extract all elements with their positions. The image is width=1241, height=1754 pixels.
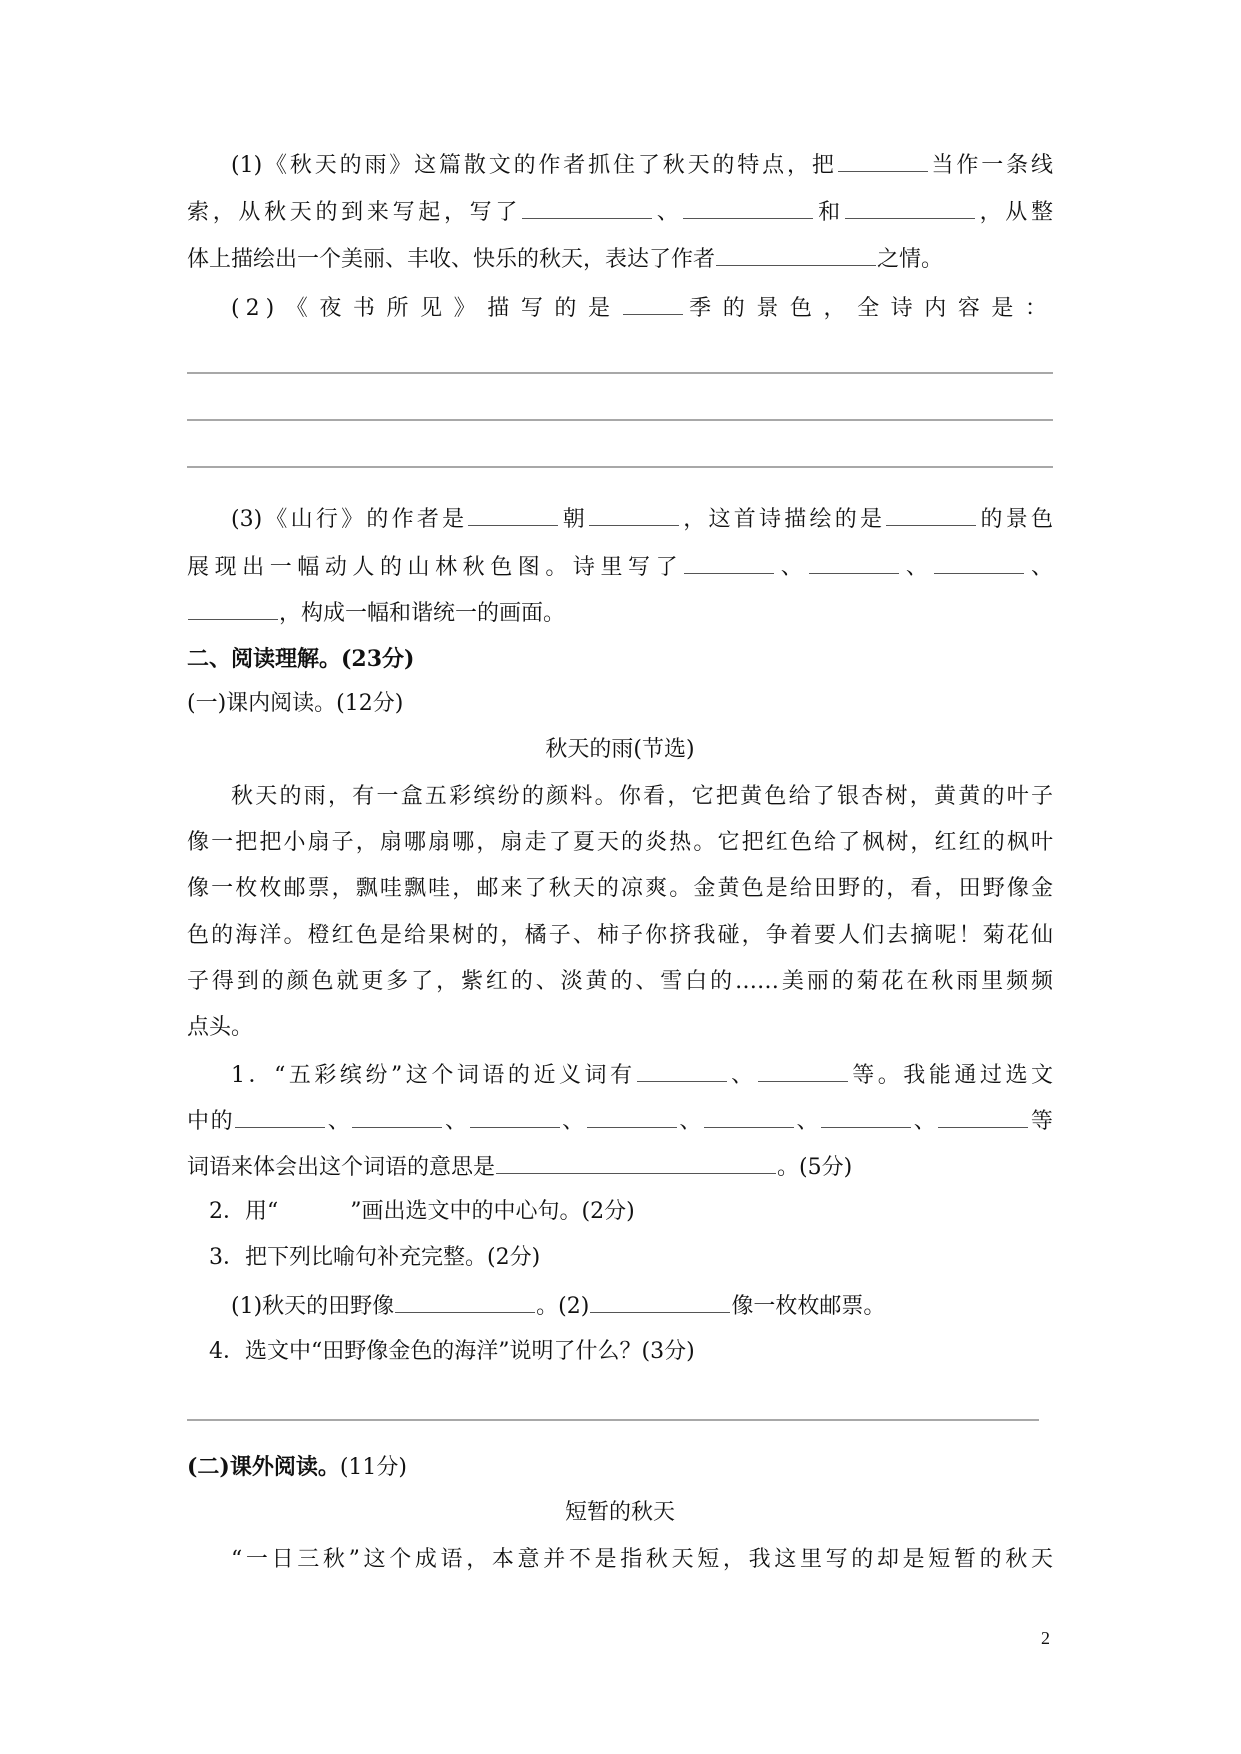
answer-blank[interactable] — [838, 147, 928, 172]
answer-blank[interactable] — [587, 1103, 677, 1128]
answer-blank[interactable] — [468, 501, 558, 526]
q2-line — [187, 290, 1053, 324]
q1-text: ，从整 — [975, 200, 1053, 225]
item3-text: 像一枚枚邮票。 — [731, 1294, 886, 1319]
item1-line-2 — [187, 1103, 1053, 1137]
item1-text: 等 — [1029, 1109, 1053, 1134]
q3-line-1 — [187, 501, 1053, 535]
answer-blank[interactable] — [590, 1288, 730, 1313]
answer-blank[interactable] — [716, 241, 876, 266]
answer-blank[interactable] — [934, 549, 1024, 574]
answer-blank[interactable] — [235, 1103, 325, 1128]
item1-text: 中的 — [187, 1109, 235, 1134]
item1-text: 、 — [326, 1109, 352, 1134]
q3-text: 、 — [775, 555, 809, 580]
passage-line: 色的海洋。橙红色是给果树的，橘子、柿子你挤我碰，争着要人们去摘呢！菊花仙 — [187, 923, 1053, 948]
subsection-heading: (一)课内阅读。(12分) — [187, 691, 404, 716]
q3-text: ，这首诗描绘的是 — [679, 507, 886, 532]
q1-text: 之情。 — [877, 247, 944, 272]
item1-line-1 — [187, 1057, 1053, 1091]
answer-blank[interactable] — [684, 549, 774, 574]
answer-blank[interactable] — [704, 1103, 794, 1128]
q3-text: 的景色 — [977, 507, 1053, 532]
subsection-heading-2 — [187, 1450, 1053, 1484]
item3-line: 3．把下列比喻句补充完整。(2分) — [209, 1245, 541, 1270]
item1-text: 。(5分) — [777, 1155, 853, 1180]
q3-text: 、 — [1025, 555, 1053, 580]
answer-blank[interactable] — [637, 1057, 727, 1082]
q3-line-2 — [187, 549, 1053, 583]
answer-line[interactable] — [187, 1419, 1039, 1421]
answer-blank[interactable] — [758, 1057, 848, 1082]
passage-line: 秋天的雨，有一盒五彩缤纷的颜料。你看，它把黄色给了银杏树，黄黄的叶子 — [231, 784, 1053, 809]
answer-blank[interactable] — [352, 1103, 442, 1128]
passage-title: 短暂的秋天 — [564, 1500, 675, 1525]
item1-text: 1．“五彩缤纷”这个词语的近义词有 — [231, 1063, 636, 1088]
item1-text: 、 — [443, 1109, 469, 1134]
passage-title: 秋天的雨(节选) — [545, 737, 695, 762]
item2-text: ”画出选文中的中心句。(2分) — [350, 1199, 635, 1224]
subsection-label: (二)课外阅读。 — [187, 1454, 340, 1480]
item2-text: 2．用“ — [209, 1199, 279, 1224]
passage-line: 像一枚枚邮票，飘哇飘哇，邮来了秋天的凉爽。金黄色是给田野的，看，田野像金 — [187, 876, 1053, 901]
answer-line[interactable] — [187, 372, 1053, 374]
q1-text: (1)《秋天的雨》这篇散文的作者抓住了秋天的特点，把 — [231, 153, 837, 178]
q1-text: 、 — [653, 200, 683, 225]
q3-line-3 — [187, 595, 1053, 629]
item1-text: 、 — [727, 1063, 757, 1088]
q3-text: 展现出一幅动人的山林秋色图。诗里写了 — [187, 555, 684, 580]
item1-text: 、 — [677, 1109, 703, 1134]
answer-blank[interactable] — [522, 194, 652, 219]
answer-blank[interactable] — [589, 501, 679, 526]
item3-text: (1)秋天的田野像 — [231, 1294, 395, 1319]
item4-line: 4．选文中“田野像金色的海洋”说明了什么？(3分) — [209, 1339, 695, 1364]
q2-text: (2)《夜书所见》描写的是 — [231, 296, 622, 321]
q1-text: 和 — [814, 200, 844, 225]
passage-line: 子得到的颜色就更多了，紫红的、淡黄的、雪白的……美丽的菊花在秋雨里频频 — [187, 969, 1053, 994]
section-heading: 二、阅读理解。(23分) — [187, 646, 415, 672]
answer-blank[interactable] — [886, 501, 976, 526]
item2-line — [187, 1195, 1053, 1229]
q2-text: 季的景色，全诗内容是： — [683, 296, 1053, 321]
answer-blank[interactable] — [809, 549, 899, 574]
page-number: 2 — [1041, 1628, 1050, 1648]
q3-text: (3)《山行》的作者是 — [231, 507, 468, 532]
passage-line: 点头。 — [187, 1015, 254, 1040]
passage-line: 像一把把小扇子，扇哪扇哪，扇走了夏天的炎热。它把红色给了枫树，红红的枫叶 — [187, 830, 1053, 855]
answer-blank[interactable] — [395, 1288, 535, 1313]
item3-sub-line — [187, 1288, 1053, 1322]
q3-text: 朝 — [559, 507, 588, 532]
answer-blank[interactable] — [496, 1149, 776, 1174]
answer-line[interactable] — [187, 419, 1053, 421]
subsection-score: (11分) — [339, 1455, 407, 1480]
answer-blank[interactable] — [623, 290, 683, 315]
answer-blank[interactable] — [938, 1103, 1028, 1128]
q1-line-1 — [187, 147, 1053, 181]
answer-line[interactable] — [187, 466, 1053, 468]
q3-text: ，构成一幅和谐统一的画面。 — [279, 601, 566, 626]
q3-text: 、 — [900, 555, 934, 580]
item1-text: 词语来体会出这个词语的意思是 — [187, 1155, 496, 1180]
item1-line-3 — [187, 1149, 1053, 1183]
item1-text: 、 — [912, 1109, 938, 1134]
q1-text: 体上描绘出一个美丽、丰收、快乐的秋天，表达了作者 — [187, 247, 716, 272]
q1-text: 索，从秋天的到来写起，写了 — [187, 200, 522, 225]
item3-text: 。(2) — [536, 1294, 590, 1319]
item1-text: 等。我能通过选文 — [848, 1063, 1053, 1088]
q1-line-2 — [187, 194, 1053, 228]
item1-text: 、 — [794, 1109, 821, 1134]
answer-blank[interactable] — [470, 1103, 560, 1128]
answer-blank[interactable] — [845, 194, 975, 219]
item1-text: 、 — [560, 1109, 586, 1134]
answer-blank[interactable] — [821, 1103, 911, 1128]
q1-line-3 — [187, 241, 1053, 275]
answer-blank[interactable] — [683, 194, 813, 219]
passage-line: “一日三秋”这个成语，本意并不是指秋天短，我这里写的却是短暂的秋天 — [231, 1547, 1053, 1572]
answer-blank[interactable] — [188, 595, 278, 620]
q1-text: 当作一条线 — [928, 153, 1053, 178]
